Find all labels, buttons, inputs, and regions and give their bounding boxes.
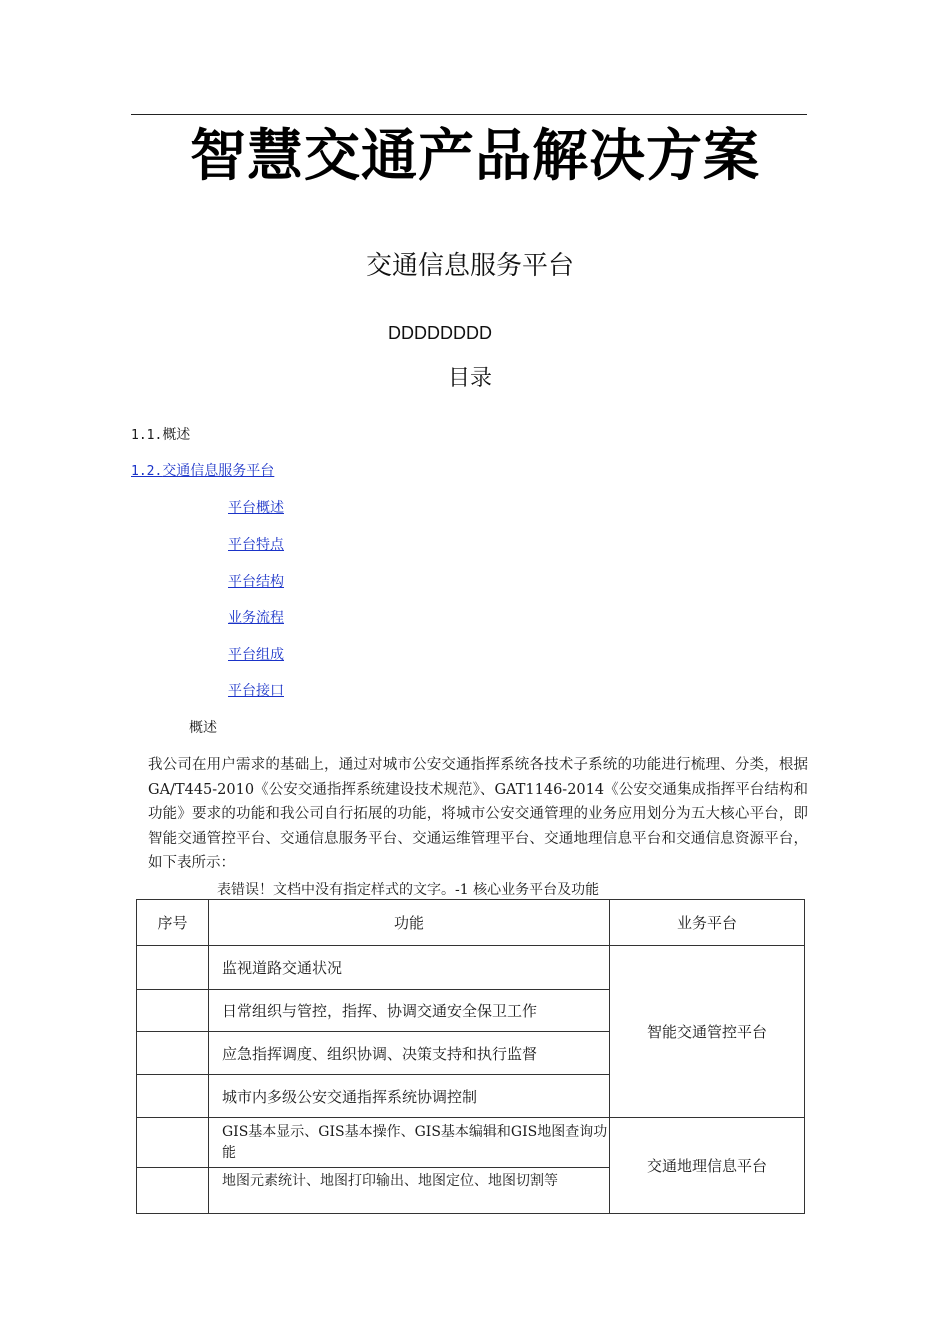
row-function: 地图元素统计、地图打印输出、地图定位、地图切割等	[209, 1168, 610, 1214]
toc-item-label: 交通信息服务平台	[162, 463, 275, 479]
toc-link-platform-structure[interactable]: 平台结构	[228, 574, 284, 590]
toc-item-overview	[131, 425, 190, 446]
document-subtitle: 交通信息服务平台	[365, 251, 574, 281]
row-seq	[137, 1168, 209, 1214]
body-paragraph: 我公司在用户需求的基础上，通过对城市公安交通指挥系统各技术子系统的功能进行梳理、分类，根据GA/T445-2010《公安交通指挥系统建设技术规范》、GAT1146-2014《公安交通集成指挥平台结构和功能》要求的功能和我公司自行拓展的功能，将城市公安交通管理的业务应用划分为五大核心平台，即智能交通管控平台、交通信息服务平台、交通运维管理平台、交通地理信息平台和交通信息资源平台，如下表所示：	[148, 757, 808, 871]
toc-link-platform-features[interactable]: 平台特点	[228, 537, 284, 553]
row-platform: 交通地理信息平台	[610, 1118, 805, 1214]
toc-item-number: 1.1.	[131, 428, 163, 443]
header-platform: 业务平台	[610, 900, 805, 946]
toc-item-number: 1.2.	[131, 464, 163, 479]
table-header-row	[137, 900, 805, 946]
toc-item-label: 概述	[162, 427, 191, 443]
table-caption: 表错误！文档中没有指定样式的文字。-1 核心业务平台及功能	[217, 882, 600, 898]
row-seq	[137, 1118, 209, 1168]
row-function: 日常组织与管控，指挥、协调交通安全保卫工作	[209, 990, 610, 1032]
row-function: 应急指挥调度、组织协调、决策支持和执行监督	[209, 1032, 610, 1075]
header-seq: 序号	[137, 900, 209, 946]
toc-link-business-process[interactable]: 业务流程	[228, 610, 284, 626]
header-function: 功能	[209, 900, 610, 946]
section-heading: 概述	[189, 720, 217, 736]
toc-title: 目录	[447, 366, 492, 391]
header-rule	[131, 114, 807, 115]
toc-link-platform-composition[interactable]: 平台组成	[228, 647, 284, 663]
document-title: 智慧交通产品解决方案	[190, 124, 760, 189]
table-row	[137, 946, 805, 990]
row-function: GIS基本显示、GIS基本操作、GIS基本编辑和GIS地图查询功能	[209, 1118, 610, 1168]
toc-link-platform-overview[interactable]: 平台概述	[228, 500, 284, 516]
row-function: 监视道路交通状况	[209, 946, 610, 990]
toc-link-platform-interface[interactable]: 平台接口	[228, 683, 284, 699]
row-seq	[137, 1075, 209, 1118]
core-platform-table	[136, 899, 805, 1214]
document-code: DDDDDDDD	[388, 323, 492, 343]
toc-link-traffic-info-platform[interactable]	[131, 461, 274, 482]
table-row	[137, 1118, 805, 1168]
row-seq	[137, 990, 209, 1032]
row-function: 城市内多级公安交通指挥系统协调控制	[209, 1075, 610, 1118]
row-seq	[137, 946, 209, 990]
row-seq	[137, 1032, 209, 1075]
row-platform: 智能交通管控平台	[610, 946, 805, 1118]
